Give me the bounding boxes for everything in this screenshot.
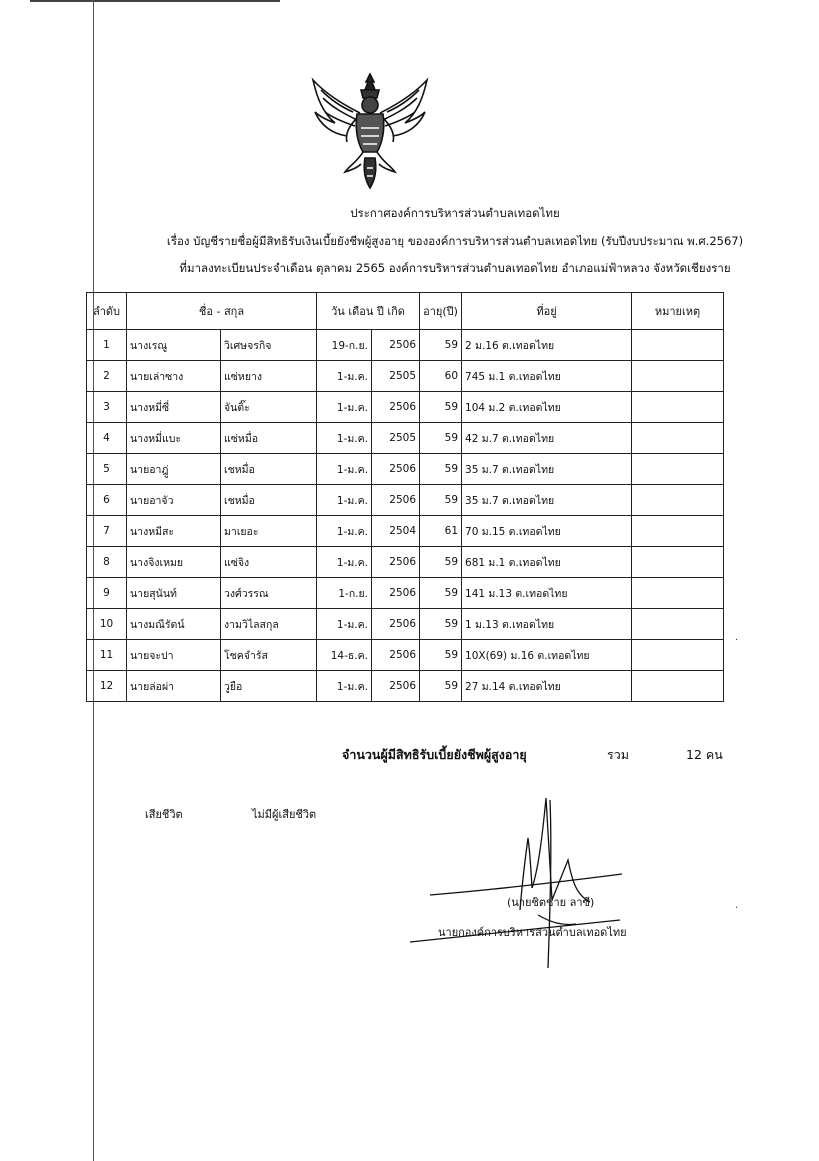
cell-birth-day-month: 1-ม.ค.	[317, 671, 372, 702]
cell-first-name: นายสุนันท์	[127, 578, 221, 609]
cell-first-name: นางจิงเหมย	[127, 547, 221, 578]
document-description: ที่มาลงทะเบียนประจำเดือน ตุลาคม 2565 องค์การบริหารส่วนตำบลเทอดไทย อำเภอแม่ฟ้าหลวง จังหวัดเชียงราย	[179, 261, 731, 275]
header-address: ที่อยู่	[462, 293, 632, 330]
cell-address: 745 ม.1 ต.เทอดไทย	[462, 361, 632, 392]
deceased-label: เสียชีวิต	[145, 808, 183, 821]
cell-birth-year: 2506	[372, 330, 420, 361]
cell-age: 59	[420, 609, 462, 640]
cell-age: 60	[420, 361, 462, 392]
table-row	[87, 516, 724, 547]
cell-address: 42 ม.7 ต.เทอดไทย	[462, 423, 632, 454]
cell-age: 59	[420, 423, 462, 454]
cell-no: 6	[87, 485, 127, 516]
cell-birth-year: 2506	[372, 640, 420, 671]
cell-birth-year: 2506	[372, 547, 420, 578]
garuda-emblem-icon	[305, 68, 435, 193]
table-row	[87, 454, 724, 485]
cell-age: 59	[420, 578, 462, 609]
cell-address: 1 ม.13 ต.เทอดไทย	[462, 609, 632, 640]
organization-title: ประกาศองค์การบริหารส่วนตำบลเทอดไทย	[350, 206, 560, 220]
signatory-title: นายกองค์การบริหารส่วนตำบลเทอดไทย	[438, 926, 627, 939]
deceased-value: ไม่มีผู้เสียชีวิต	[252, 808, 317, 821]
cell-first-name: นางหมีสะ	[127, 516, 221, 547]
cell-first-name: นายอาจัว	[127, 485, 221, 516]
speck-mark: .	[735, 900, 739, 911]
cell-remark	[632, 423, 724, 454]
cell-surname: วูยือ	[221, 671, 317, 702]
cell-surname: มาเยอะ	[221, 516, 317, 547]
table-row	[87, 671, 724, 702]
cell-surname: เชหมื่อ	[221, 485, 317, 516]
cell-no: 1	[87, 330, 127, 361]
cell-birth-day-month: 14-ธ.ค.	[317, 640, 372, 671]
table-row	[87, 485, 724, 516]
cell-first-name: นางมณีรัตน์	[127, 609, 221, 640]
cell-address: 27 ม.14 ต.เทอดไทย	[462, 671, 632, 702]
cell-age: 59	[420, 485, 462, 516]
cell-first-name: นายเล่าซาง	[127, 361, 221, 392]
cell-address: 35 ม.7 ต.เทอดไทย	[462, 454, 632, 485]
cell-birth-day-month: 1-ม.ค.	[317, 392, 372, 423]
cell-birth-year: 2505	[372, 423, 420, 454]
table-row	[87, 330, 724, 361]
cell-address: 141 ม.13 ต.เทอดไทย	[462, 578, 632, 609]
table-row	[87, 392, 724, 423]
cell-surname: แซ่หยาง	[221, 361, 317, 392]
cell-remark	[632, 361, 724, 392]
header-age: อายุ(ปี)	[420, 293, 462, 330]
cell-first-name: นางเรณู	[127, 330, 221, 361]
header-birth: วัน เดือน ปี เกิด	[317, 293, 420, 330]
cell-birth-day-month: 1-ม.ค.	[317, 547, 372, 578]
cell-address: 681 ม.1 ต.เทอดไทย	[462, 547, 632, 578]
cell-birth-day-month: 1-ม.ค.	[317, 454, 372, 485]
cell-birth-year: 2506	[372, 609, 420, 640]
cell-age: 59	[420, 671, 462, 702]
table-row	[87, 423, 724, 454]
cell-first-name: นายอาฎู่	[127, 454, 221, 485]
cell-birth-day-month: 1-ม.ค.	[317, 609, 372, 640]
cell-remark	[632, 516, 724, 547]
table-row	[87, 547, 724, 578]
cell-birth-year: 2506	[372, 671, 420, 702]
cell-birth-day-month: 1-ม.ค.	[317, 423, 372, 454]
cell-birth-year: 2506	[372, 485, 420, 516]
cell-surname: จันติ๊ะ	[221, 392, 317, 423]
cell-first-name: นางหมี่แบะ	[127, 423, 221, 454]
cell-birth-day-month: 1-ก.ย.	[317, 578, 372, 609]
cell-birth-day-month: 1-ม.ค.	[317, 361, 372, 392]
cell-remark	[632, 392, 724, 423]
cell-no: 5	[87, 454, 127, 485]
cell-remark	[632, 609, 724, 640]
cell-birth-day-month: 19-ก.ย.	[317, 330, 372, 361]
cell-first-name: นายล่อผ่า	[127, 671, 221, 702]
cell-age: 59	[420, 330, 462, 361]
handwritten-signature-icon	[400, 790, 630, 970]
table-row	[87, 361, 724, 392]
total-count: 12 คน	[686, 747, 723, 762]
cell-address: 10X(69) ม.16 ต.เทอดไทย	[462, 640, 632, 671]
cell-remark	[632, 485, 724, 516]
cell-surname: โชคจำรัส	[221, 640, 317, 671]
cell-surname: เชหมื่อ	[221, 454, 317, 485]
cell-birth-year: 2505	[372, 361, 420, 392]
cell-remark	[632, 640, 724, 671]
cell-age: 59	[420, 454, 462, 485]
total-word: รวม	[607, 747, 629, 762]
cell-age: 59	[420, 392, 462, 423]
cell-no: 3	[87, 392, 127, 423]
document-subject: เรื่อง บัญชีรายชื่อผู้มีสิทธิรับเงินเบี้ยยังชีพผู้สูงอายุ ขององค์การบริหารส่วนตำบลเทอดไทย (รับปีงบประมาณ พ.ศ.2567)	[166, 234, 744, 248]
cell-no: 4	[87, 423, 127, 454]
cell-no: 12	[87, 671, 127, 702]
cell-surname: งามวิไลสกุล	[221, 609, 317, 640]
cell-address: 104 ม.2 ต.เทอดไทย	[462, 392, 632, 423]
cell-no: 9	[87, 578, 127, 609]
cell-no: 10	[87, 609, 127, 640]
cell-age: 61	[420, 516, 462, 547]
cell-age: 59	[420, 640, 462, 671]
cell-age: 59	[420, 547, 462, 578]
cell-remark	[632, 578, 724, 609]
cell-address: 70 ม.15 ต.เทอดไทย	[462, 516, 632, 547]
cell-birth-day-month: 1-ม.ค.	[317, 516, 372, 547]
cell-no: 11	[87, 640, 127, 671]
speck-mark: .	[735, 632, 739, 643]
cell-surname: แซ่หมื่อ	[221, 423, 317, 454]
beneficiary-table	[86, 292, 724, 702]
cell-surname: วงศ์วรรณ	[221, 578, 317, 609]
cell-no: 2	[87, 361, 127, 392]
header-remark: หมายเหตุ	[632, 293, 724, 330]
cell-birth-year: 2506	[372, 578, 420, 609]
table-row	[87, 640, 724, 671]
table-row	[87, 609, 724, 640]
cell-remark	[632, 671, 724, 702]
top-rule	[30, 0, 280, 2]
cell-address: 35 ม.7 ต.เทอดไทย	[462, 485, 632, 516]
header-no: ลำดับ	[87, 293, 127, 330]
cell-birth-year: 2506	[372, 454, 420, 485]
cell-address: 2 ม.16 ต.เทอดไทย	[462, 330, 632, 361]
cell-remark	[632, 454, 724, 485]
header-name: ชื่อ - สกุล	[127, 293, 317, 330]
cell-no: 7	[87, 516, 127, 547]
cell-birth-year: 2506	[372, 392, 420, 423]
cell-birth-year: 2504	[372, 516, 420, 547]
cell-surname: แซ่จิง	[221, 547, 317, 578]
total-label: จำนวนผู้มีสิทธิรับเบี้ยยังชีพผู้สูงอายุ	[342, 747, 527, 762]
cell-remark	[632, 330, 724, 361]
table-header-row	[87, 293, 724, 330]
table-row	[87, 578, 724, 609]
cell-no: 8	[87, 547, 127, 578]
cell-first-name: นางหมี่ซี่	[127, 392, 221, 423]
signatory-name: (นายชิตชาย ลาซี)	[507, 896, 595, 909]
cell-surname: วิเศษจรกิจ	[221, 330, 317, 361]
cell-birth-day-month: 1-ม.ค.	[317, 485, 372, 516]
cell-first-name: นายจะปา	[127, 640, 221, 671]
cell-remark	[632, 547, 724, 578]
